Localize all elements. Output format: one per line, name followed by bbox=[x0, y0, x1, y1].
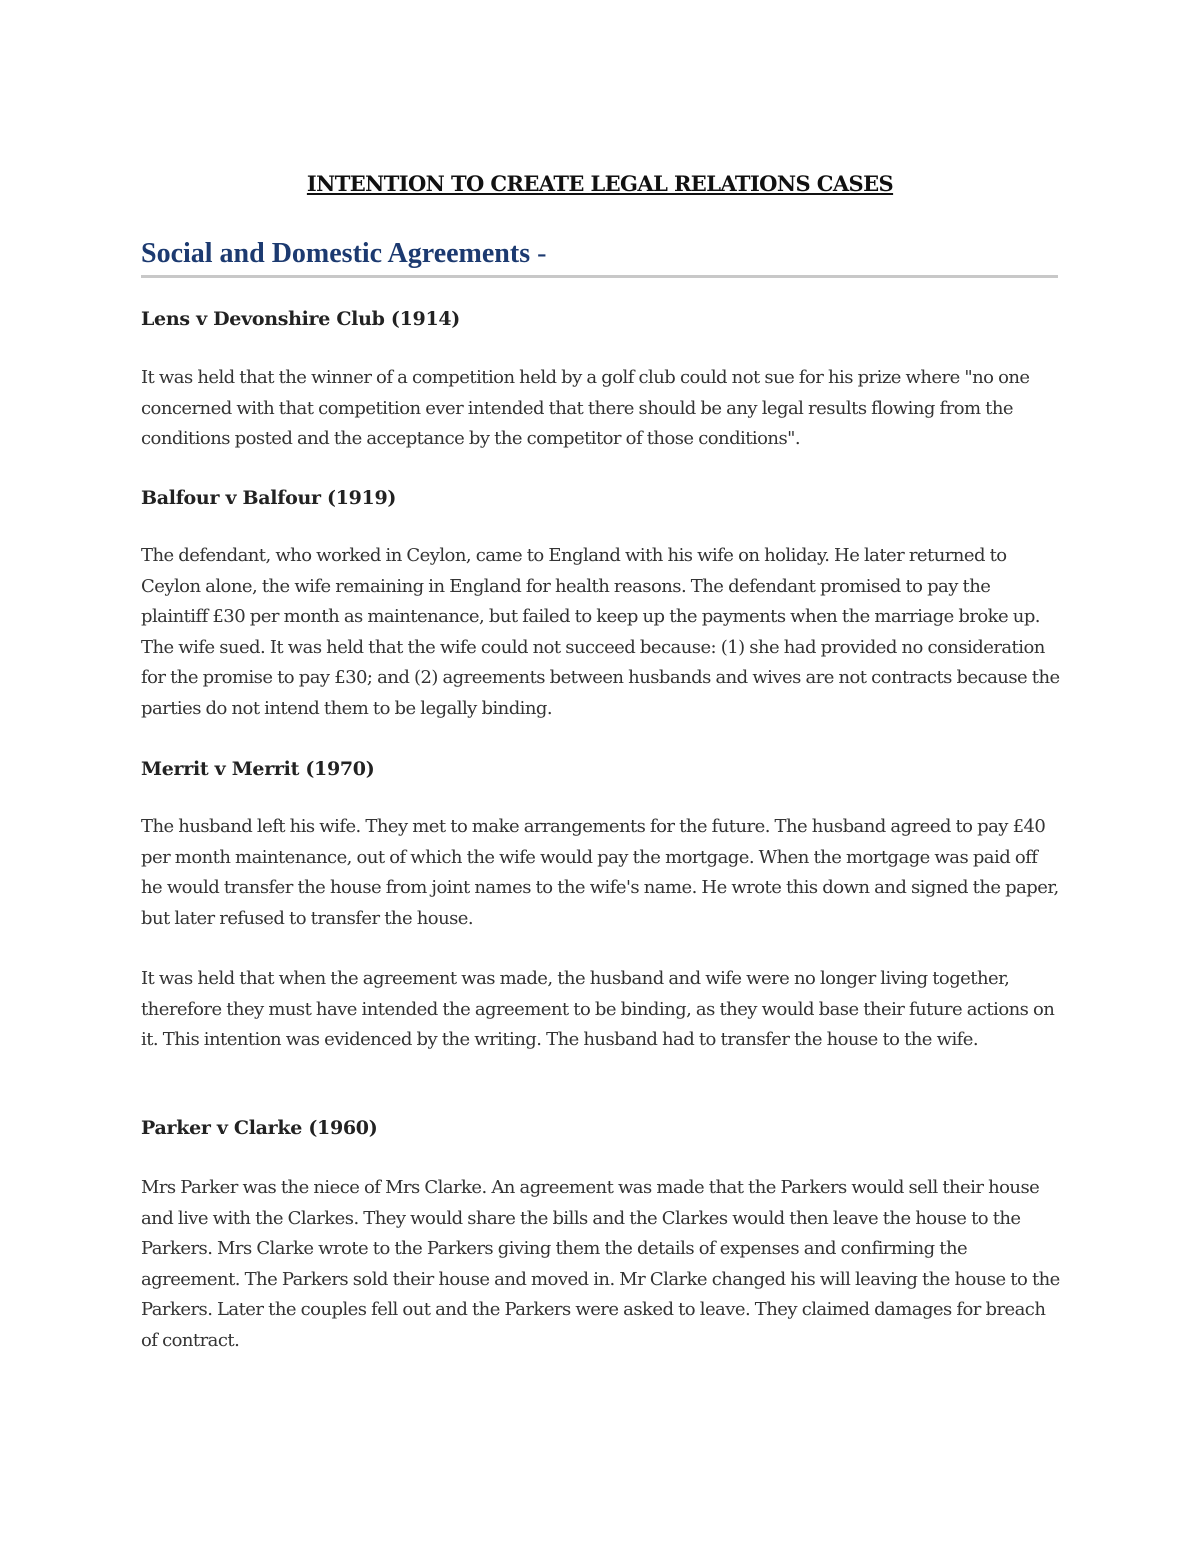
case-heading-merrit: Merrit v Merrit (1970) bbox=[141, 758, 375, 780]
document-title: INTENTION TO CREATE LEGAL RELATIONS CASES bbox=[306, 171, 894, 196]
section-heading-text: Social and Domestic Agreements bbox=[141, 238, 531, 269]
case-heading-lens: Lens v Devonshire Club (1914) bbox=[141, 308, 460, 330]
section-heading-dash: - bbox=[530, 238, 547, 269]
case-paragraph: It was held that when the agreement was made, the husband and wife were no longer living together, therefore they must have intended the agreement to be binding, as they would base their future actions on it. This intention was evidenced by the writing. The husband had to transfer the house to the wife. bbox=[141, 968, 1055, 1051]
case-paragraph: The defendant, who worked in Ceylon, came to England with his wife on holiday. He later returned to Ceylon alone, the wife remaining in England for health reasons. The defendant promised to pay the plaintiff £30 per month as maintenance, but failed to keep up the payments when the marriage broke up. The wife sued. It was held that the wife could not succeed because: (1) she had provided no consideration for the promise to pay £30; and (2) agreements between husbands and wives are not contracts because the parties do not intend them to be legally binding. bbox=[141, 545, 1060, 719]
case-heading-balfour: Balfour v Balfour (1919) bbox=[141, 487, 397, 509]
case-heading-parker: Parker v Clarke (1960) bbox=[141, 1117, 378, 1139]
case-paragraph: It was held that the winner of a competition held by a golf club could not sue for his prize where "no one concerned with that competition ever intended that there should be any legal results flowing from the conditions posted and the acceptance by the competitor of those conditions". bbox=[141, 367, 1030, 450]
section-heading bbox=[141, 236, 1058, 278]
case-paragraph: The husband left his wife. They met to make arrangements for the future. The husband agreed to pay £40 per month maintenance, out of which the wife would pay the mortgage. When the mortgage was paid off he would transfer the house from joint names to the wife's name. He wrote this down and signed the paper, but later refused to transfer the house. bbox=[141, 816, 1059, 929]
case-paragraph: Mrs Parker was the niece of Mrs Clarke. An agreement was made that the Parkers would sell their house and live with the Clarkes. They would share the bills and the Clarkes would then leave the house to the Parkers. Mrs Clarke wrote to the Parkers giving them the details of expenses and confirming the agreement. The Parkers sold their house and moved in. Mr Clarke changed his will leaving the house to the Parkers. Later the couples fell out and the Parkers were asked to leave. They claimed damages for breach of contract. bbox=[141, 1177, 1060, 1351]
